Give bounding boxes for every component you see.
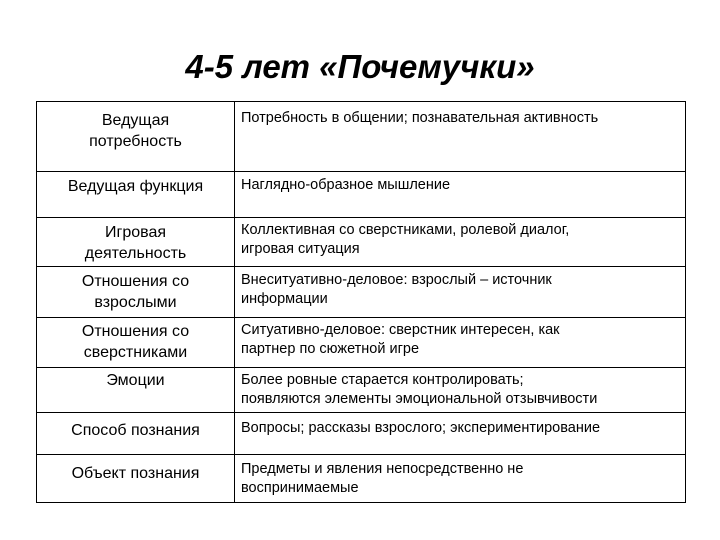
table-row	[37, 413, 686, 455]
row-value-cell	[235, 318, 686, 368]
row-value-cell	[235, 218, 686, 267]
table-row	[37, 172, 686, 218]
row-value: Наглядно-образное мышление	[241, 177, 451, 193]
row-label-cell	[37, 267, 235, 318]
row-value: Предметы и явления непосредственно не воспринимаемые	[241, 461, 524, 496]
page-title: 4-5 лет «Почемучки»	[185, 48, 535, 85]
row-label-cell	[37, 218, 235, 267]
row-value-cell	[235, 368, 686, 413]
row-label: Эмоции	[106, 372, 165, 389]
row-label-cell	[37, 413, 235, 455]
row-label-cell	[37, 102, 235, 172]
row-value: Более ровные старается контролировать; появляются элементы эмоциональной отзывчивости	[241, 372, 598, 407]
table-row	[37, 455, 686, 503]
row-label: Ведущая потребность	[89, 112, 182, 150]
row-label: Объект познания	[71, 465, 200, 482]
row-label: Ведущая функция	[67, 178, 204, 195]
table-row	[37, 267, 686, 318]
table-row	[37, 218, 686, 267]
row-label: Игровая деятельность	[84, 224, 187, 262]
row-label: Отношения со взрослыми	[81, 273, 190, 311]
row-label: Отношения со сверстниками	[81, 323, 190, 361]
row-label-cell	[37, 172, 235, 218]
row-value-cell	[235, 102, 686, 172]
row-value: Внеситуативно-деловое: взрослый – источник информации	[241, 272, 552, 307]
table-row	[37, 102, 686, 172]
table-row	[37, 368, 686, 413]
row-value: Вопросы; рассказы взрослого; экспериментирование	[241, 420, 601, 436]
row-value-cell	[235, 172, 686, 218]
row-label: Способ познания	[71, 422, 200, 439]
row-value-cell	[235, 413, 686, 455]
characteristics-table	[36, 101, 686, 503]
row-value: Потребность в общении; познавательная активность	[241, 110, 599, 126]
row-value-cell	[235, 455, 686, 503]
row-label-cell	[37, 455, 235, 503]
row-label-cell	[37, 318, 235, 368]
row-value: Коллективная со сверстниками, ролевой диалог, игровая ситуация	[241, 222, 570, 257]
row-label-cell	[37, 368, 235, 413]
row-value: Ситуативно-деловое: сверстник интересен, как партнер по сюжетной игре	[241, 322, 560, 357]
row-value-cell	[235, 267, 686, 318]
table-row	[37, 318, 686, 368]
